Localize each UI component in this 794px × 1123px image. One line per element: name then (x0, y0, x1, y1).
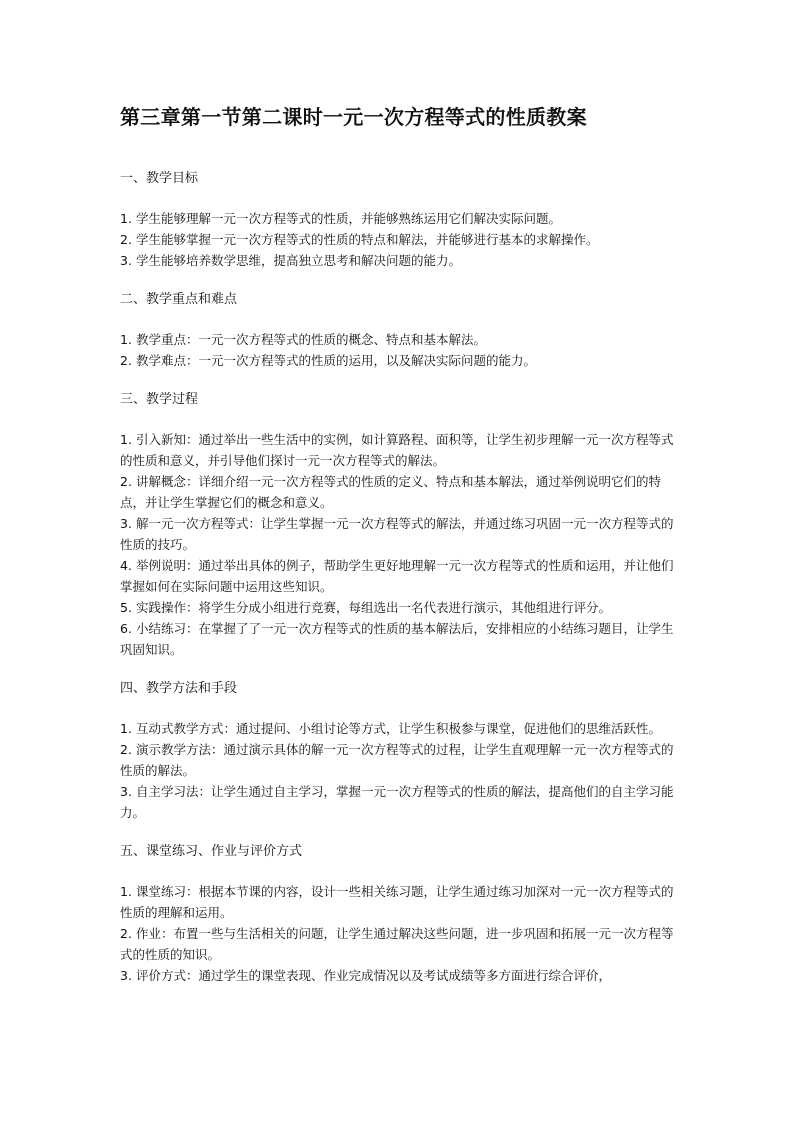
list-item: 1. 课堂练习：根据本节课的内容，设计一些相关练习题，让学生通过练习加深对一元一次方程等式的性质的理解和运用。 (120, 884, 674, 920)
list-item: 2. 教学难点：一元一次方程等式的性质的运用，以及解决实际问题的能力。 (120, 353, 536, 368)
list-item: 6. 小结练习：在掌握了了一元一次方程等式的性质的基本解法后，安排相应的小结练习题目，让学生巩固知识。 (120, 621, 674, 657)
item-list (120, 208, 684, 271)
list-item: 1. 教学重点：一元一次方程等式的性质的概念、特点和基本解法。 (120, 332, 486, 347)
section-teaching-process (120, 389, 684, 660)
item-list (120, 718, 684, 823)
list-item: 3. 自主学习法：让学生通过自主学习，掌握一元一次方程等式的性质的解法，提高他们的自主学习能力。 (120, 784, 674, 820)
section-teaching-goals (120, 168, 684, 271)
section-teaching-methods (120, 678, 684, 823)
section-key-points (120, 289, 684, 371)
section-heading: 二、教学重点和难点 (120, 292, 238, 307)
list-item: 4. 举例说明：通过举出具体的例子，帮助学生更好地理解一元一次方程等式的性质和运用，并让他们掌握如何在实际问题中运用这些知识。 (120, 558, 674, 594)
section-heading: 五、课堂练习、作业与评价方式 (120, 844, 303, 859)
section-heading: 四、教学方法和手段 (120, 681, 238, 696)
list-item: 1. 学生能够理解一元一次方程等式的性质，并能够熟练运用它们解决实际问题。 (120, 211, 561, 226)
list-item: 2. 讲解概念：详细介绍一元一次方程等式的性质的定义、特点和基本解法，通过举例说明它们的特点，并让学生掌握它们的概念和意义。 (120, 474, 661, 510)
list-item: 1. 引入新知：通过举出一些生活中的实例，如计算路程、面积等，让学生初步理解一元一次方程等式的性质和意义，并引导他们探讨一元一次方程等式的解法。 (120, 432, 674, 468)
item-list (120, 329, 684, 371)
section-practice-and-evaluation (120, 841, 684, 986)
document-title: 第三章第一节第二课时一元一次方程等式的性质教案 (120, 105, 587, 129)
item-list (120, 429, 684, 660)
list-item: 3. 评价方式：通过学生的课堂表现、作业完成情况以及考试成绩等多方面进行综合评价， (120, 968, 611, 983)
list-item: 5. 实践操作：将学生分成小组进行竞赛，每组选出一名代表进行演示，其他组进行评分。 (120, 600, 611, 615)
list-item: 2. 学生能够掌握一元一次方程等式的性质的特点和解法，并能够进行基本的求解操作。 (120, 232, 599, 247)
list-item: 2. 作业：布置一些与生活相关的问题，让学生通过解决这些问题，进一步巩固和拓展一元一次方程等式的性质的知识。 (120, 926, 674, 962)
list-item: 3. 学生能够培养数学思维，提高独立思考和解决问题的能力。 (120, 253, 461, 268)
list-item: 3. 解一元一次方程等式：让学生掌握一元一次方程等式的解法，并通过练习巩固一元一次方程等式的性质的技巧。 (120, 516, 674, 552)
list-item: 2. 演示教学方法：通过演示具体的解一元一次方程等式的过程，让学生直观理解一元一次方程等式的性质的解法。 (120, 742, 674, 778)
item-list (120, 881, 684, 986)
list-item: 1. 互动式教学方式：通过提问、小组讨论等方式，让学生积极参与课堂，促进他们的思维活跃性。 (120, 721, 661, 736)
section-heading: 三、教学过程 (120, 392, 199, 407)
section-heading: 一、教学目标 (120, 171, 199, 186)
